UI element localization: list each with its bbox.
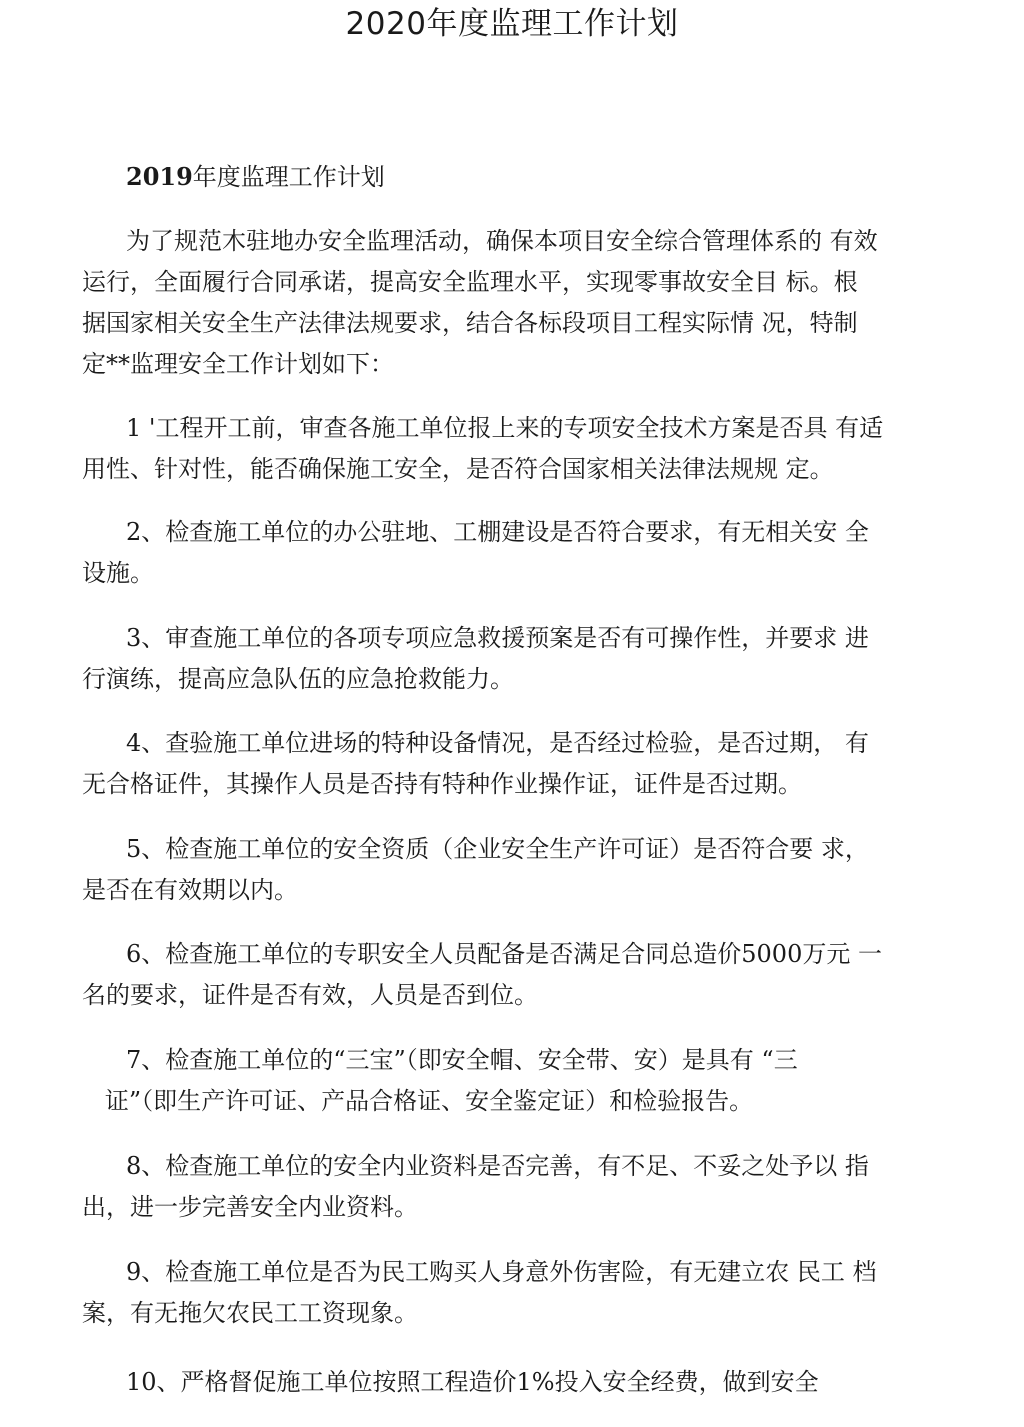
- list-item-8: [82, 1146, 944, 1228]
- paragraph-line: 设施。: [82, 559, 154, 587]
- paragraph-line: 8、检查施工单位的安全内业资料是否完善，有不足、不妥之处予以 指: [126, 1152, 869, 1180]
- list-item-5: [82, 829, 944, 911]
- paragraph-line: 用性、针对性，能否确保施工安全，是否符合国家相关法律法规规 定。: [82, 455, 834, 483]
- paragraph-line: 行演练，提高应急队伍的应急抢救能力。: [82, 665, 514, 693]
- paragraph-line: 10、严格督促施工单位按照工程造价1%投入安全经费，做到安全: [126, 1368, 819, 1396]
- paragraph-line: 据国家相关安全生产法律法规要求，结合各标段项目工程实际情 况，特制: [82, 309, 858, 337]
- list-item-3: [82, 618, 944, 700]
- paragraph-line: 2、检查施工单位的办公驻地、工棚建设是否符合要求，有无相关安 全: [126, 518, 869, 546]
- list-item-4: [82, 723, 944, 805]
- paragraph-line: 名的要求，证件是否有效，人员是否到位。: [82, 981, 538, 1009]
- paragraph-line: 9、检查施工单位是否为民工购买人身意外伤害险，有无建立农 民工 档: [126, 1258, 877, 1286]
- paragraph-line: 定**监理安全工作计划如下：: [82, 350, 394, 378]
- paragraph-line: 运行，全面履行合同承诺，提高安全监理水平，实现零事故安全目 标。根: [82, 268, 858, 296]
- paragraph-line: 无合格证件，其操作人员是否持有特种作业操作证，证件是否过期。: [82, 770, 802, 798]
- paragraph-line: 出，进一步完善安全内业资料。: [82, 1193, 418, 1221]
- section-heading-text: 年度监理工作计划: [192, 163, 385, 191]
- paragraph-line: 是否在有效期以内。: [82, 876, 298, 904]
- paragraph-line: 5、检查施工单位的安全资质（企业安全生产许可证）是否符合要 求，: [126, 835, 869, 863]
- intro-paragraph: [82, 221, 944, 385]
- list-item-7: [82, 1040, 944, 1122]
- list-item-9: [82, 1252, 944, 1334]
- paragraph-line: 案，有无拖欠农民工工资现象。: [82, 1299, 418, 1327]
- list-item-10: [82, 1362, 944, 1403]
- paragraph-line: 6、检查施工单位的专职安全人员配备是否满足合同总造价5000万元 一: [126, 940, 882, 968]
- list-item-6: [82, 934, 944, 1016]
- document-title: 2020年度监理工作计划: [345, 6, 679, 42]
- paragraph-line: 证”（即生产许可证、产品合格证、安全鉴定证）和检验报告。: [82, 1087, 754, 1115]
- paragraph-line: 4、查验施工单位进场的特种设备情况，是否经过检验，是否过期， 有: [126, 729, 869, 757]
- list-item-2: [82, 512, 944, 594]
- paragraph-line: 7、检查施工单位的“三宝”（即安全帽、安全带、安）是具有 “三: [126, 1046, 798, 1074]
- paragraph-line: 为了规范木驻地办安全监理活动，确保本项目安全综合管理体系的 有效: [126, 227, 878, 255]
- paragraph-line: 3、审查施工单位的各项专项应急救援预案是否有可操作性，并要求 进: [126, 624, 869, 652]
- section-heading: [126, 160, 385, 194]
- section-heading-year: 2019: [126, 162, 193, 191]
- paragraph-line: 1 '工程开工前，审查各施工单位报上来的专项安全技术方案是否具 有适: [126, 414, 884, 442]
- list-item-1: [82, 408, 944, 490]
